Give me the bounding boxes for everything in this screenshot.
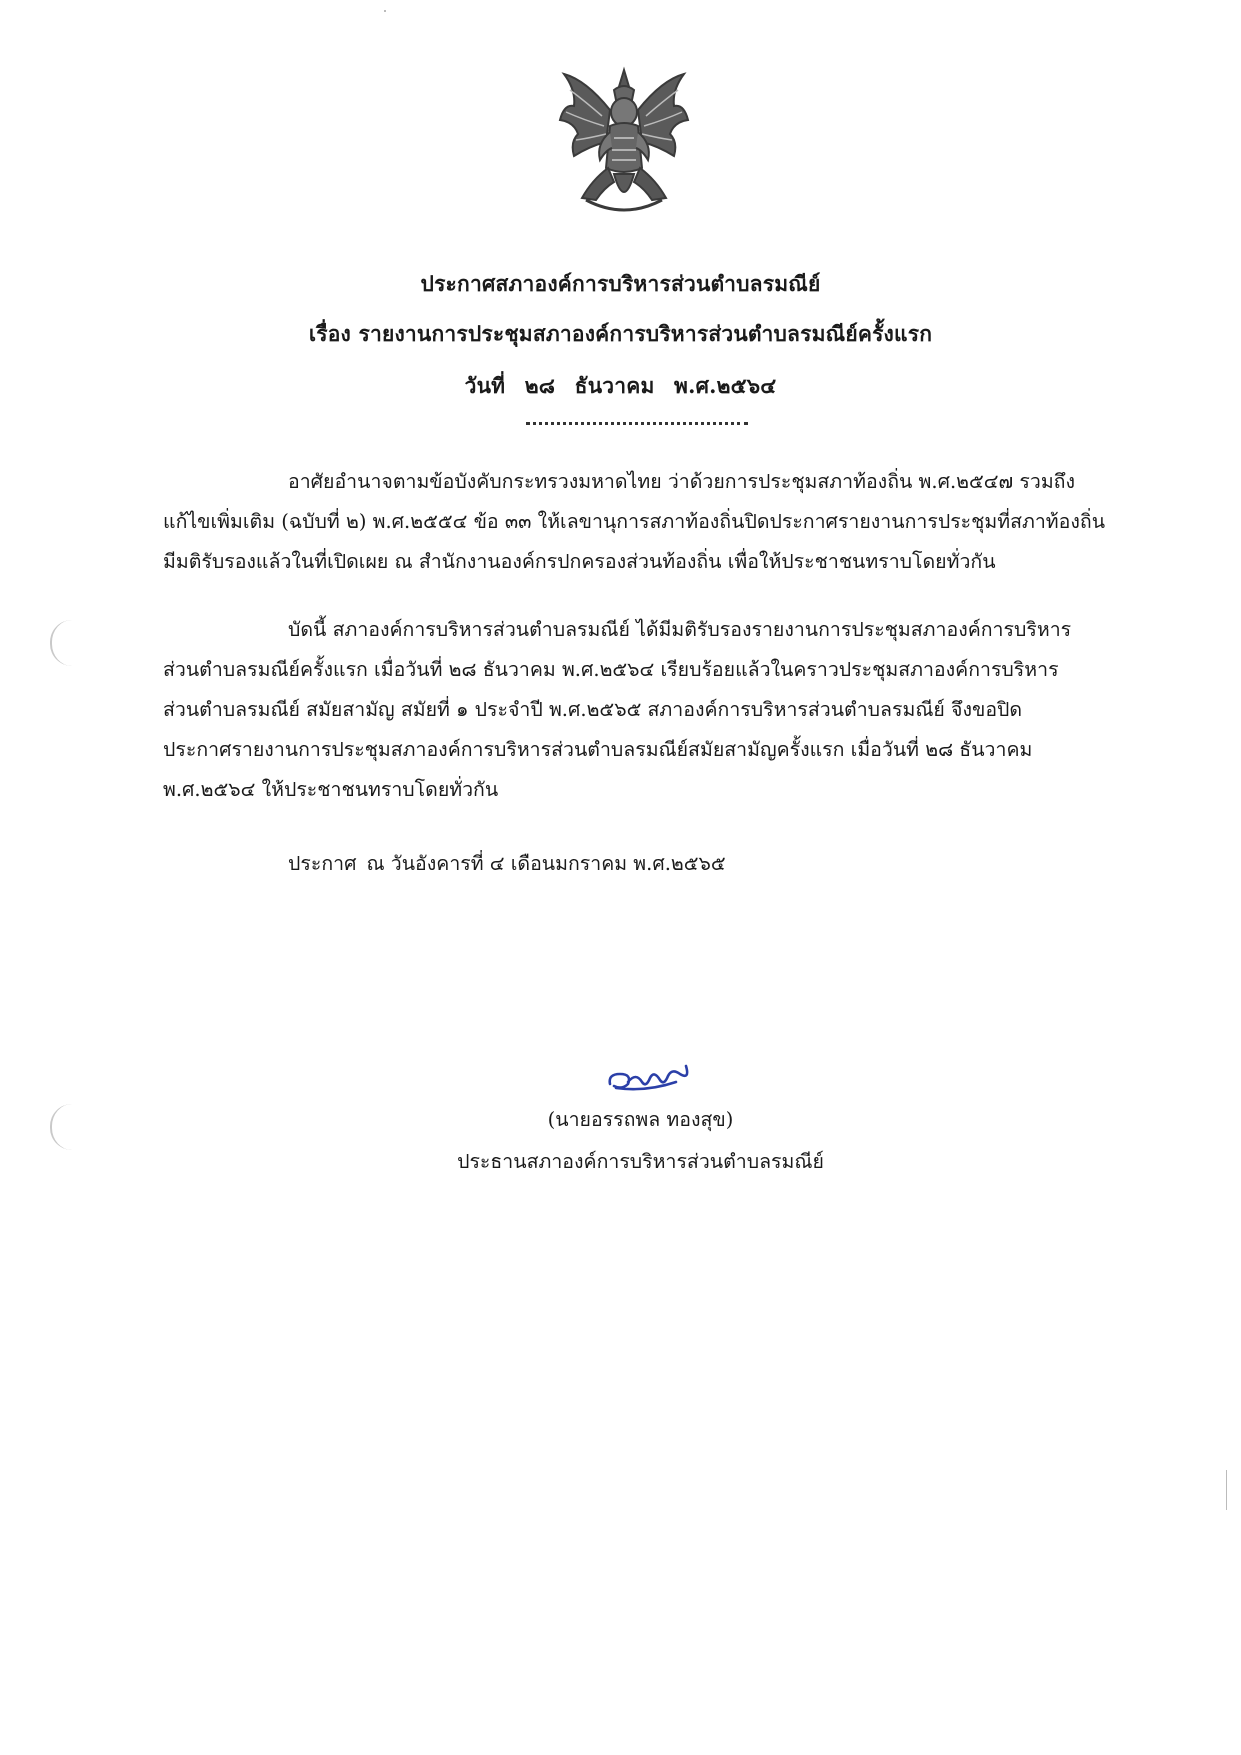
signer-position: ประธานสภาองค์การบริหารส่วนตำบลรมณีย์ xyxy=(457,1150,824,1173)
heading-subject: เรื่อง รายงานการประชุมสภาองค์การบริหารส่วนตำบลรมณีย์ครั้งแรก xyxy=(308,321,933,346)
heading-date-label: วันที่ xyxy=(464,373,506,398)
paragraph-line: มีมติรับรองแล้วในที่เปิดเผย ณ สำนักงานองค์กรปกครองส่วนท้องถิ่น เพื่อให้ประชาชนทราบโดยทั่วกัน xyxy=(163,550,996,573)
paragraph-line: ประกาศรายงานการประชุมสภาองค์การบริหารส่วนตำบลรมณีย์สมัยสามัญครั้งแรก เมื่อวันที่ ๒๘ ธันวาคม xyxy=(163,738,1033,761)
paragraph-line: ส่วนตำบลรมณีย์ สมัยสามัญ สมัยที่ ๑ ประจำปี พ.ศ.๒๕๖๕ สภาองค์การบริหารส่วนตำบลรมณีย์ จึงขอปิด xyxy=(163,698,1023,721)
garuda-emblem-icon xyxy=(556,60,692,230)
paragraph-line: ส่วนตำบลรมณีย์ครั้งแรก เมื่อวันที่ ๒๘ ธันวาคม พ.ศ.๒๕๖๔ เรียบร้อยแล้วในคราวประชุมสภาองค์การบริหาร xyxy=(163,658,1059,681)
paragraph-resolution xyxy=(163,610,1109,810)
heading-date-month: ธันวาคม xyxy=(574,373,655,398)
punch-hole-mark xyxy=(50,620,74,666)
announcement-text: ณ วันอังคารที่ ๔ เดือนมกราคม พ.ศ.๒๕๖๕ xyxy=(366,852,726,875)
scan-speck xyxy=(384,10,386,12)
paragraph-line: แก้ไขเพิ่มเติม (ฉบับที่ ๒) พ.ศ.๒๕๕๔ ข้อ ๓๓ ให้เลขานุการสภาท้องถิ่นปิดประกาศรายงานการประชุมที่สภาท้องถิ่น xyxy=(163,510,1106,533)
dotted-divider xyxy=(526,422,748,425)
signature-icon xyxy=(606,1062,702,1096)
paragraph-line: พ.ศ.๒๕๖๔ ให้ประชาชนทราบโดยทั่วกัน xyxy=(163,778,499,801)
paragraph-line: อาศัยอำนาจตามข้อบังคับกระทรวงมหาดไทย ว่าด้วยการประชุมสภาท้องถิ่น พ.ศ.๒๕๔๗ รวมถึง xyxy=(288,470,1075,493)
paragraph-authority xyxy=(163,462,1109,582)
scan-speck xyxy=(1226,1470,1227,1510)
heading-date xyxy=(0,370,1241,403)
heading-date-year: พ.ศ.๒๕๖๔ xyxy=(674,373,777,398)
signer-name: (นายอรรถพล ทองสุข) xyxy=(547,1108,734,1131)
paragraph-line: บัดนี้ สภาองค์การบริหารส่วนตำบลรมณีย์ ได้มีมติรับรองรายงานการประชุมสภาองค์การบริหาร xyxy=(288,618,1072,641)
heading-title: ประกาศสภาองค์การบริหารส่วนตำบลรมณีย์ xyxy=(420,271,821,296)
announcement-date xyxy=(288,848,736,879)
announcement-prefix: ประกาศ xyxy=(288,852,357,875)
heading-date-day: ๒๘ xyxy=(524,373,556,398)
